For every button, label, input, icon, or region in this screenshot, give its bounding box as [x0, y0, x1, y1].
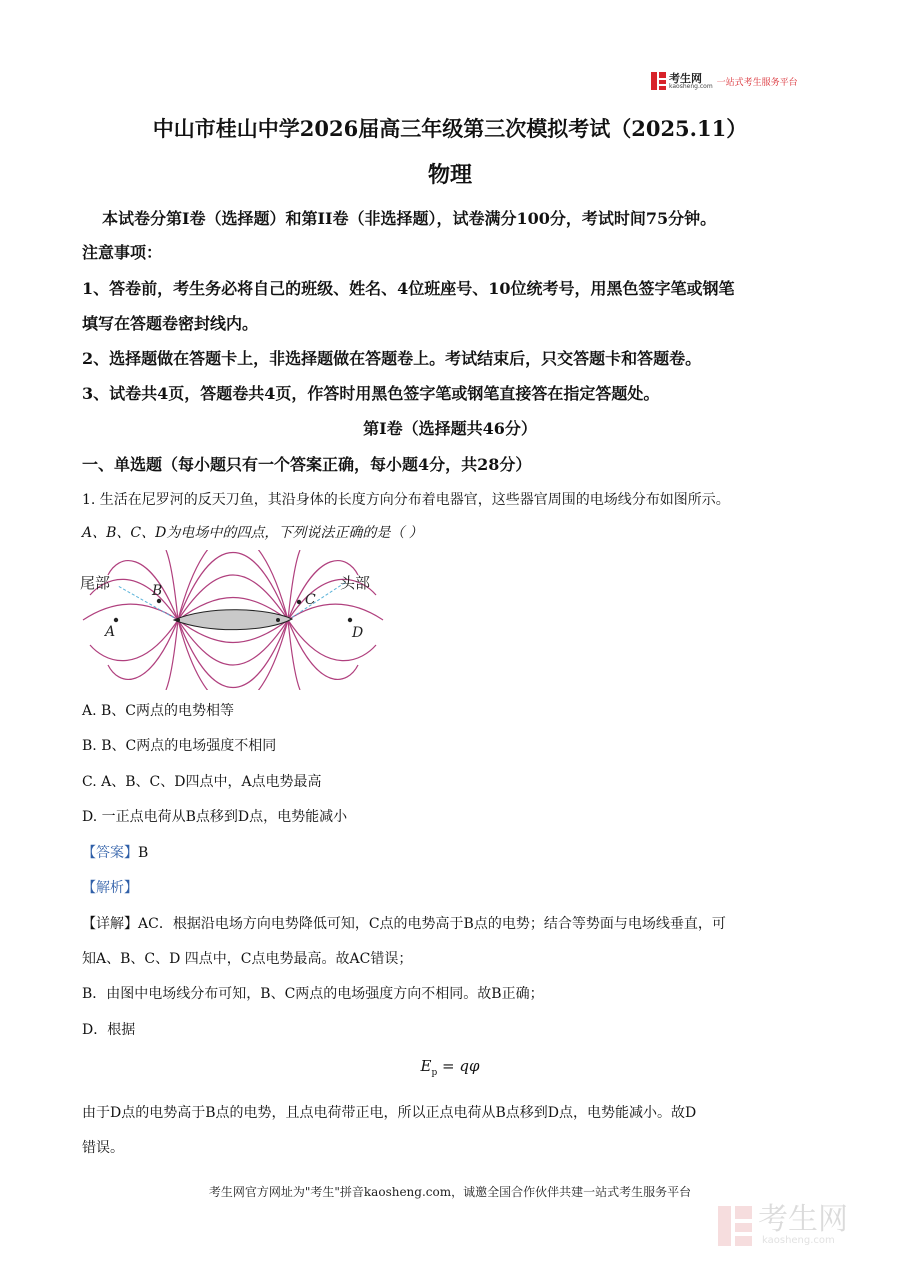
notice-item-1-cont: 填写在答题卷密封线内。 [82, 314, 259, 333]
option-c: C. A、B、C、D四点中，A点电势最高 [82, 774, 322, 790]
label-c: C [305, 592, 316, 608]
notice-item-3: 3、试卷共4页，答题卷共4页，作答时用黑色签字笔或钢笔直接答在指定答题处。 [82, 384, 660, 403]
notice-heading: 注意事项： [82, 243, 163, 262]
part1-heading: 第I卷（选择题共46分） [363, 419, 537, 438]
detail-line-6: 错误。 [82, 1140, 124, 1156]
logo-domain: kaosheng.com [669, 82, 713, 90]
notice-item-1: 1、答卷前，考生务必将自己的班级、姓名、4位班座号、10位统考号，用黑色签字笔或钢笔 [82, 279, 735, 298]
label-head: 头部 [340, 574, 371, 592]
detail-line-5: 由于D点的电势高于B点的电势，且点电荷带正电，所以正点电荷从B点移到D点，电势能减小。故D [82, 1105, 697, 1121]
analysis-tag: 【解析】 [82, 880, 138, 896]
watermark-name: 考生网 [758, 1202, 848, 1237]
intro-text: 本试卷分第I卷（选择题）和第II卷（非选择题），试卷满分100分，考试时间75分钟。 [102, 209, 717, 228]
site-logo [651, 72, 798, 90]
detail-line-4: D．根据 [82, 1022, 136, 1038]
answer-value: B [138, 845, 149, 861]
fish-body [174, 610, 292, 630]
formula [0, 1057, 900, 1078]
exam-title: 中山市桂山中学2026届高三年级第三次模拟考试（2025.11） [152, 116, 748, 141]
answer-line [82, 842, 148, 862]
point-a-dot [114, 618, 118, 622]
answer-tag: 【答案】 [82, 845, 138, 861]
point-b-dot [157, 599, 161, 603]
section1-heading: 一、单选题（每小题只有一个答案正确，每小题4分，共28分） [82, 455, 532, 474]
logo-slogan: 一站式考生服务平台 [716, 77, 798, 88]
watermark [718, 1202, 848, 1246]
notice-item-2: 2、选择题做在答题卡上，非选择题做在答题卷上。考试结束后，只交答题卡和答题卷。 [82, 349, 702, 368]
label-a: A [105, 624, 116, 640]
logo-name: 考生网 [669, 71, 702, 85]
subject-title: 物理 [427, 162, 472, 188]
formula-e: E [420, 1057, 432, 1075]
head-pole [276, 618, 280, 622]
option-a: A. B、C两点的电势相等 [82, 703, 235, 719]
option-d: D. 一正点电荷从B点移到D点，电势能减小 [82, 809, 348, 825]
question-stem: 1. 生活在尼罗河的反天刀鱼，其沿身体的长度方向分布着电器官，这些器官周围的电场线分布如图所示。 [82, 492, 730, 508]
electric-field-figure [78, 550, 388, 694]
watermark-domain: kaosheng.com [762, 1235, 835, 1246]
tail-pole [176, 618, 180, 622]
logo-mark-icon [651, 72, 666, 90]
point-c-dot [297, 600, 301, 604]
formula-sub: p [431, 1068, 438, 1078]
watermark-logo-icon [718, 1206, 752, 1246]
detail-line-3: B．由图中电场线分布可知，B、C两点的电场强度方向不相同。故B正确； [82, 986, 544, 1002]
detail-line-1: 【详解】AC．根据沿电场方向电势降低可知，C点的电势高于B点的电势；结合等势面与电场线垂直，可 [82, 916, 726, 932]
detail-line-2: 知A、B、C、D 四点中，C点电势最高。故AC错误； [82, 951, 413, 967]
point-d-dot [348, 618, 352, 622]
label-b: B [152, 583, 163, 599]
label-d: D [352, 625, 364, 641]
label-tail: 尾部 [80, 574, 111, 592]
formula-rhs: = qφ [437, 1057, 480, 1075]
page-footer: 考生网官方网址为"考生"拼音kaosheng.com，诚邀全国合作伙伴共建一站式考生服务平台 [208, 1185, 692, 1199]
option-b: B. B、C两点的电场强度不相同 [82, 738, 277, 754]
question-stem-cont: A、B、C、D为电场中的四点，下列说法正确的是（ ） [82, 525, 423, 541]
